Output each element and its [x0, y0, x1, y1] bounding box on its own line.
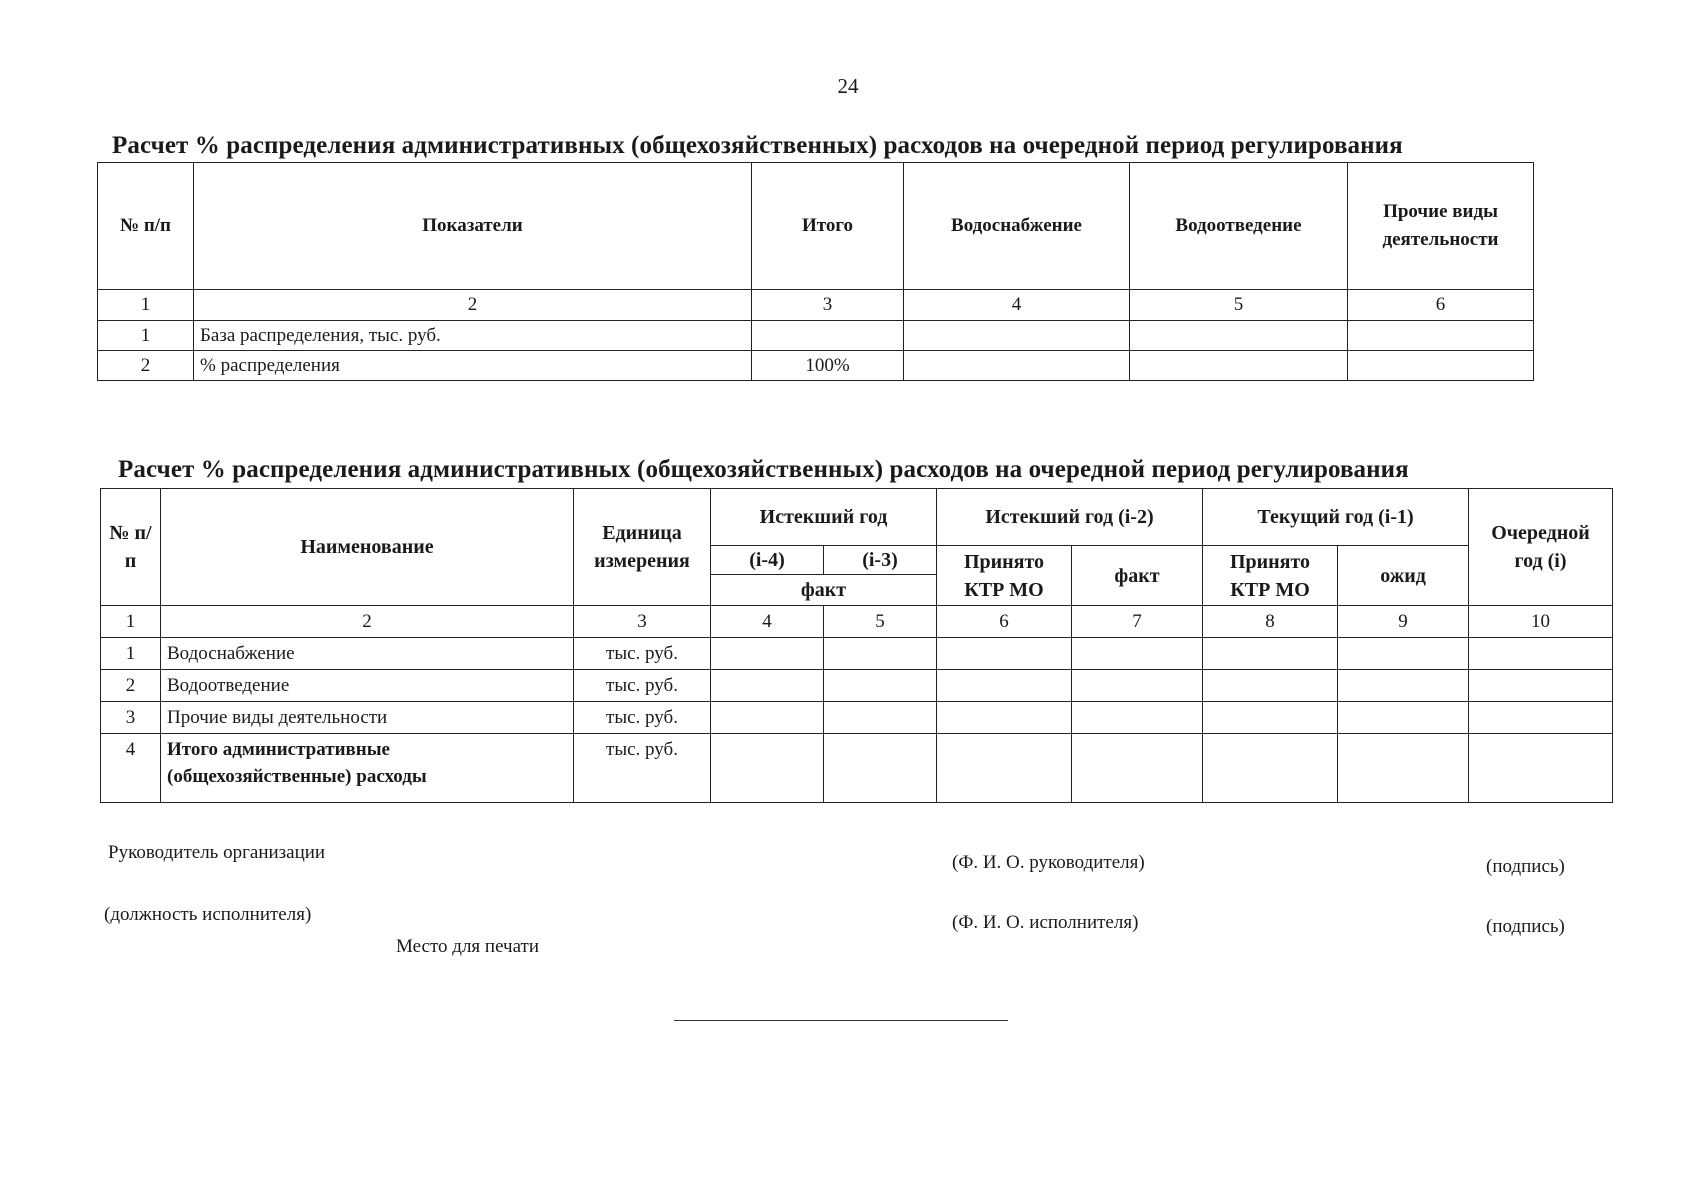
column-number: 2: [161, 606, 574, 638]
row-name: Водоснабжение: [161, 638, 574, 670]
row-unit: тыс. руб.: [574, 702, 711, 734]
head-of-organization-label: Руководитель организации: [108, 842, 326, 863]
table1-title: Расчет % распределения административных (общехозяйственных) расходов на очередной период регулирования: [112, 132, 1403, 159]
row-no: 1: [101, 638, 161, 670]
empty-cell: [824, 638, 937, 670]
allocation-percent-table: [97, 162, 1534, 381]
empty-cell: [1072, 734, 1203, 803]
header-no: № п/п: [101, 489, 161, 606]
header-accepted-i1: Принято КТР МО: [1203, 546, 1338, 606]
column-number: 1: [98, 290, 194, 321]
table-row: [98, 321, 1534, 351]
executor-position-label: (должность исполнителя): [104, 904, 312, 925]
empty-cell: [1072, 638, 1203, 670]
table-row: [101, 638, 1613, 670]
empty-cell: [711, 702, 824, 734]
row-name: Прочие виды деятельности: [161, 702, 574, 734]
column-number: 5: [1130, 290, 1348, 321]
column-number: 10: [1469, 606, 1613, 638]
empty-cell: [711, 638, 824, 670]
header-name: Наименование: [161, 489, 574, 606]
empty-cell: [1348, 351, 1534, 381]
empty-cell: [1130, 351, 1348, 381]
empty-cell: [824, 702, 937, 734]
empty-cell: [824, 670, 937, 702]
row-total: 100%: [752, 351, 904, 381]
empty-cell: [711, 670, 824, 702]
column-number: 2: [194, 290, 752, 321]
empty-cell: [1203, 702, 1338, 734]
empty-cell: [904, 321, 1130, 351]
header-accepted-i2: Принято КТР МО: [937, 546, 1072, 606]
page-number: 24: [837, 74, 859, 98]
header-i3: (i-3): [824, 546, 937, 575]
head-signature-label: (подпись): [1486, 856, 1565, 877]
column-number: 6: [1348, 290, 1534, 321]
row-no: 2: [98, 351, 194, 381]
header-past-year: Истекший год: [711, 489, 937, 546]
row-unit: тыс. руб.: [574, 670, 711, 702]
column-number: 6: [937, 606, 1072, 638]
empty-cell: [1072, 670, 1203, 702]
row-no: 1: [98, 321, 194, 351]
row-unit: тыс. руб.: [574, 638, 711, 670]
table-row: [98, 351, 1534, 381]
header-next-year: Очередной год (i): [1469, 489, 1613, 606]
column-number: 7: [1072, 606, 1203, 638]
column-number: 8: [1203, 606, 1338, 638]
row-name: Итого административные (общехозяйственные) расходы: [161, 734, 574, 803]
column-number: 4: [711, 606, 824, 638]
empty-cell: [1130, 321, 1348, 351]
column-number: 3: [752, 290, 904, 321]
executor-signature-label: (подпись): [1486, 916, 1565, 937]
column-number: 1: [101, 606, 161, 638]
header-total: Итого: [752, 163, 904, 290]
row-no: 2: [101, 670, 161, 702]
empty-cell: [937, 638, 1072, 670]
bottom-separator-line: [674, 1020, 1008, 1021]
header-past-year-i2: Истекший год (i-2): [937, 489, 1203, 546]
header-fact-i2: факт: [1072, 546, 1203, 606]
header-unit: Единица измерения: [574, 489, 711, 606]
table-row: [101, 734, 1613, 803]
header-water-disposal: Водоотведение: [1130, 163, 1348, 290]
row-name: Водоотведение: [161, 670, 574, 702]
header-expected: ожид: [1338, 546, 1469, 606]
empty-cell: [1338, 702, 1469, 734]
empty-cell: [1469, 638, 1613, 670]
empty-cell: [1338, 638, 1469, 670]
empty-cell: [937, 670, 1072, 702]
head-fio-label: (Ф. И. О. руководителя): [952, 852, 1145, 873]
empty-cell: [1348, 321, 1534, 351]
empty-cell: [1203, 638, 1338, 670]
row-name: % распределения: [194, 351, 752, 381]
empty-cell: [937, 702, 1072, 734]
column-number: 4: [904, 290, 1130, 321]
header-i4: (i-4): [711, 546, 824, 575]
empty-cell: [1469, 734, 1613, 803]
header-water-supply: Водоснабжение: [904, 163, 1130, 290]
row-name: База распределения, тыс. руб.: [194, 321, 752, 351]
empty-cell: [1203, 734, 1338, 803]
table-row: [101, 670, 1613, 702]
empty-cell: [1338, 734, 1469, 803]
column-numbers-row: [98, 290, 1534, 321]
stamp-place-label: Место для печати: [396, 936, 540, 957]
header-other-activities: Прочие виды деятельности: [1348, 163, 1534, 290]
row-no: 4: [101, 734, 161, 803]
column-numbers-row: [101, 606, 1613, 638]
header-indicators: Показатели: [194, 163, 752, 290]
header-no: № п/п: [98, 163, 194, 290]
table-row: [101, 702, 1613, 734]
empty-cell: [1072, 702, 1203, 734]
row-no: 3: [101, 702, 161, 734]
header-current-year: Текущий год (i-1): [1203, 489, 1469, 546]
header-fact: факт: [711, 575, 937, 606]
column-number: 5: [824, 606, 937, 638]
row-total: [752, 321, 904, 351]
empty-cell: [1203, 670, 1338, 702]
table2-title: Расчет % распределения административных (общехозяйственных) расходов на очередной период регулирования: [118, 456, 1409, 483]
row-unit: тыс. руб.: [574, 734, 711, 803]
admin-expenses-table: [100, 488, 1613, 803]
column-number: 3: [574, 606, 711, 638]
empty-cell: [1469, 702, 1613, 734]
empty-cell: [1338, 670, 1469, 702]
empty-cell: [904, 351, 1130, 381]
empty-cell: [824, 734, 937, 803]
empty-cell: [937, 734, 1072, 803]
empty-cell: [711, 734, 824, 803]
empty-cell: [1469, 670, 1613, 702]
executor-fio-label: (Ф. И. О. исполнителя): [952, 912, 1139, 933]
column-number: 9: [1338, 606, 1469, 638]
